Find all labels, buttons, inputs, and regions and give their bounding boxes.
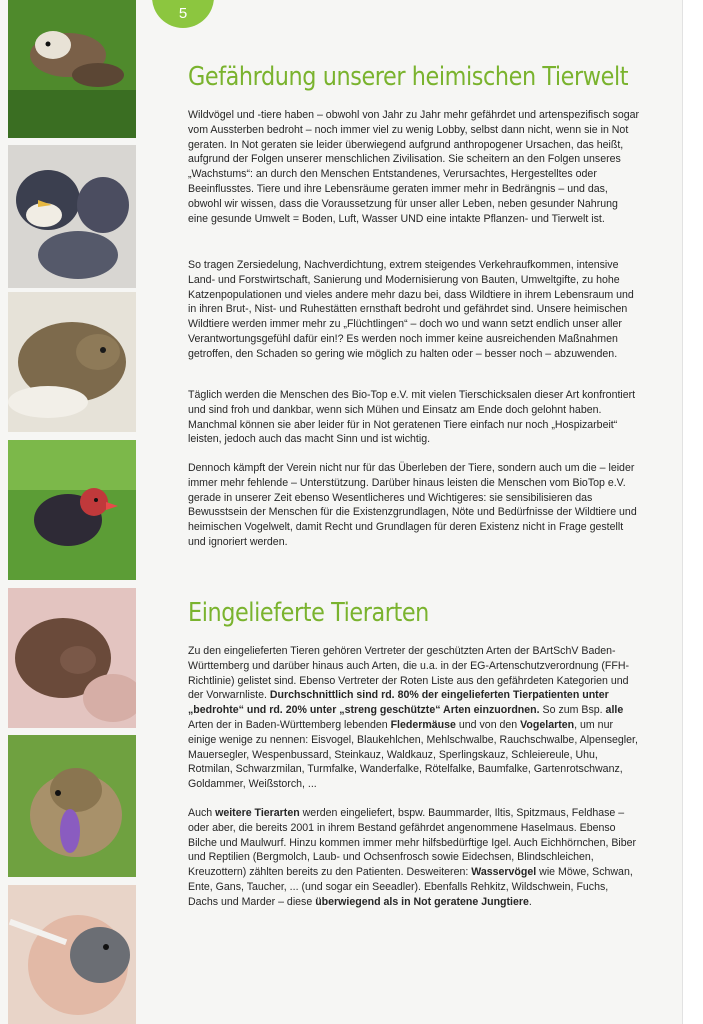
text-run-bold: überwiegend als in Not geratene Jungtiere [315,895,529,908]
photo-dormouse-feeding [8,885,136,1024]
paragraph-2: So tragen Zersiedelung, Nachverdichtung, extrem steigendes Verkehraufkommen, intensive Land- und Forstwirtschaft, Sanierung und Modernisierung von Bauten, Umweltgifte, zu hohe Katzenpopulationen und vieles andere mehr dazu bei, dass Wildtiere in ihrem Lebensraum und in ihren Brut-, Nist- und Ruhestätten ernsthaft bedroht und gefährdet sind. Unsere heimischen Wildtiere werden immer mehr zu „Flüchtlingen“ – doch wo und wann setzt endlich unser aller Verantwortungsgefühl dafür ein!? Es werden noch immer keine ausreichenden Maßnahmen getroffen, den Schaden so gering wie möglich zu halten oder – besser noch – abzuwenden. [188,259,634,360]
text-run: Auch [188,807,216,819]
paragraph-1: Wildvögel und -tiere haben – obwohl von Jahr zu Jahr mehr gefährdet und artenspezifisch sogar vom Aussterben bedroht – noch immer viel zu wenig Lobby, selbst dann nicht, wenn sie in Not geraten. In Not geraten sie leider überwiegend aufgrund anthropogener Ursachen, das heißt, aufgrund der Folgen unserer menschlichen Zivilisation. Sie scheitern an den Folgen unseres „Wachstums“: an durch den Menschen Entstandenes, Verursachtes, Hergestelltes oder Beeinflusstes. Tiere und ihre Lebensräume geraten immer mehr in Bedrängnis – und das, obwohl wir wissen, dass die Voraussetzung für unser aller Leben, neben gesunder Nahrung eine gesunde Umwelt = Boden, Luft, Wasser UND eine intakte Pflanzen- und Tierwelt ist. [188,109,640,225]
photo-strip [8,0,136,1024]
text-run: Zu den eingelieferten Tieren gehören Vertreter der geschützten Arten der BArtSchV Baden-Württemberg und darüber hinaus auch Arten, die u.a. in der EG-Artenschutzverordnung (FFH-Richtlinie) gelistet sind. Ebenso Vertreter der Roten Liste aus den gefährdeten Kategorien und der Vorwarnliste. [188,645,630,702]
photo-squirrel-baby [8,588,136,728]
text-run-bold: Durchschnittlich sind rd. 80% der eingelieferten Tierpatienten unter „bedrohte“ und rd. 20% unter „streng geschützte“ Arten einzuordnen. [188,689,609,717]
section-heading-gefaehrdung: Gefährdung unserer heimischen Tierwelt [188,62,629,92]
paragraph-5 [188,644,640,792]
text-run: Arten der in Baden-Württemberg lebenden [188,718,391,731]
paragraph-3: Täglich werden die Menschen des Bio-Top e.V. mit vielen Tierschicksalen dieser Art konfrontiert und sind froh und dankbar, wenn sich Mühen und Einsatz am Ende doch gelohnt haben. Manchmal können sie aber leider für in Not geratenen Tiere einfach nur noch „Hospizarbeit“ leisten, jedoch auch das macht Sinn und ist wichtig. [188,389,636,446]
photo-swallow-chicks [8,145,136,288]
paragraph-6 [188,806,640,910]
section-heading-tierarten: Eingelieferte Tierarten [188,598,429,628]
text-run-bold: Wasservögel [471,866,537,879]
text-run: wie Möwe, Schwan, Ente, Gans, Taucher, ... (und sogar ein Seeadler). Ebenfalls Rehkitz, Wildschwein, Fuchs, Dachs und Marder – diese [188,866,633,908]
photo-duckling [8,735,136,877]
text-run-bold: weitere Tierarten [215,807,300,819]
text-run: So zum Bsp. [539,704,606,717]
page-edge [682,0,703,1024]
text-run-bold: Vogelarten [520,718,575,731]
photo-marten [8,0,136,138]
text-run: und von den [455,718,521,731]
photo-coot-chick [8,440,136,580]
text-run: . [528,895,532,908]
text-run: werden eingeliefert, bspw. Baummarder, Iltis, Spitzmaus, Feldhase – oder aber, die bereits 2001 in ihrem Bestand gefährdet angenommene Haselmaus. Ebenso Bilche und Maulwurf. Hinzu kommen immer mehr hilfsbedürftige Igel. Auch Eichhörnchen, Biber und Reptilien (Bergmolch, Laub- und Ochsenfrosch sowie Eidechsen, Blindschleichen, Kreuzottern) zählten bereits zu den Patienten. Desweiteren: [188,807,637,879]
text-run-bold: alle [605,704,624,717]
text-run-bold: Fledermäuse [390,718,456,731]
text-run: , um nur einige wenige zu nennen: Eisvogel, Blaukehlchen, Mehlschwalbe, Rauchschwalbe, Alpensegler, Mauersegler, Wespenbussard, Steinkauz, Waldkauz, Sperlingskauz, Schleiereule, Uhu, Rotmilan, Schwarzmilan, Turmfalke, Wanderfalke, Rötelfalke, Baumfalke, Gartenrotschwanz, Goldammer, Weißstorch, ... [188,718,638,791]
photo-baby-hare [8,292,136,432]
paragraph-4: Dennoch kämpft der Verein nicht nur für das Überleben der Tiere, sondern auch um die – leider immer mehr fehlende – Unterstützung. Darüber hinaus leisten die Menschen vom BioTop e.V. gerade in unserer Zeit ebenso Wesentlicheres und Wichtigeres: sie sensibilisieren das Bewusstsein der Menschen für die Existenzgrundlagen, Nöte und Bedürfnisse der Wildtiere und heimischen Vogelwelt, damit Recht und Grundlagen für deren Existenz nicht in Frage gestellt und ignoriert werden. [188,462,637,548]
page-number-badge: 5 [152,0,214,28]
